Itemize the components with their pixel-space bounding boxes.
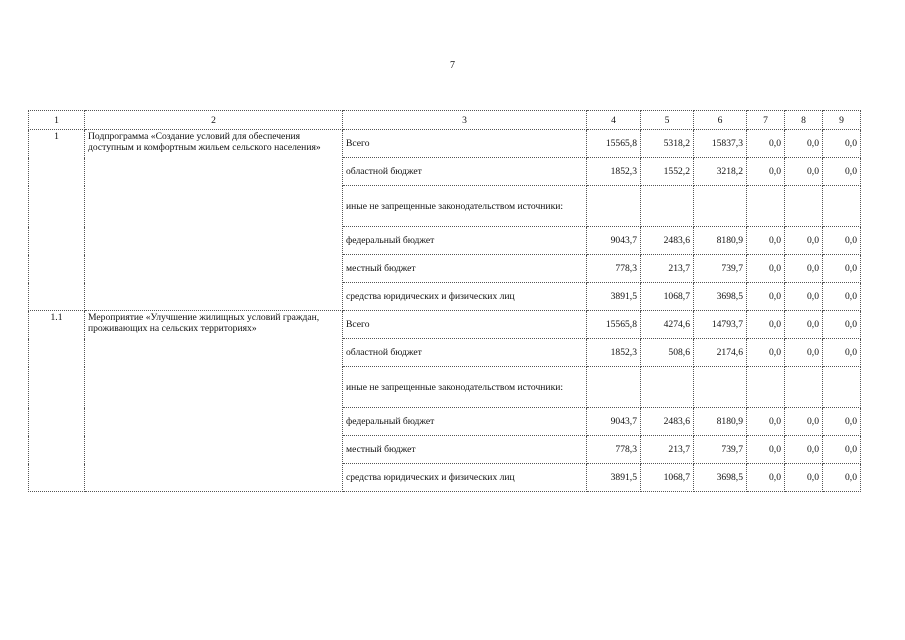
value-col-7: 0,0 [747, 158, 785, 186]
value-col-6: 739,7 [694, 436, 747, 464]
value-col-6: 8180,9 [694, 408, 747, 436]
table-row [29, 311, 861, 339]
value-col-9: 0,0 [823, 255, 861, 283]
value-col-8: 0,0 [785, 158, 823, 186]
value-col-8: 0,0 [785, 339, 823, 367]
value-col-7: 0,0 [747, 311, 785, 339]
funding-source: средства юридических и физических лиц [343, 464, 587, 492]
value-col-7 [747, 186, 785, 227]
value-col-6: 3698,5 [694, 464, 747, 492]
value-col-6: 8180,9 [694, 227, 747, 255]
funding-source: федеральный бюджет [343, 227, 587, 255]
value-col-7 [747, 367, 785, 408]
column-header: 2 [85, 111, 343, 130]
value-col-9: 0,0 [823, 408, 861, 436]
column-header: 7 [747, 111, 785, 130]
row-code: 1 [29, 130, 85, 311]
column-header: 5 [641, 111, 694, 130]
value-col-8: 0,0 [785, 464, 823, 492]
value-col-8: 0,0 [785, 311, 823, 339]
value-col-8: 0,0 [785, 227, 823, 255]
funding-source: областной бюджет [343, 158, 587, 186]
column-header: 1 [29, 111, 85, 130]
value-col-7: 0,0 [747, 408, 785, 436]
value-col-4 [587, 186, 641, 227]
value-col-5: 213,7 [641, 436, 694, 464]
funding-source: Всего [343, 311, 587, 339]
value-col-8: 0,0 [785, 436, 823, 464]
row-code: 1.1 [29, 311, 85, 492]
value-col-8 [785, 367, 823, 408]
funding-source: федеральный бюджет [343, 408, 587, 436]
value-col-7: 0,0 [747, 436, 785, 464]
value-col-6: 739,7 [694, 255, 747, 283]
page-number: 7 [450, 60, 455, 71]
value-col-9: 0,0 [823, 227, 861, 255]
value-col-4: 3891,5 [587, 464, 641, 492]
value-col-5: 213,7 [641, 255, 694, 283]
value-col-8 [785, 186, 823, 227]
column-header: 8 [785, 111, 823, 130]
value-col-4: 3891,5 [587, 283, 641, 311]
value-col-5: 2483,6 [641, 408, 694, 436]
value-col-6: 3218,2 [694, 158, 747, 186]
funding-source: областной бюджет [343, 339, 587, 367]
value-col-4: 9043,7 [587, 227, 641, 255]
value-col-5 [641, 186, 694, 227]
value-col-4: 15565,8 [587, 311, 641, 339]
value-col-6: 2174,6 [694, 339, 747, 367]
value-col-8: 0,0 [785, 255, 823, 283]
value-col-6 [694, 186, 747, 227]
row-name: Мероприятие «Улучшение жилищных условий граждан, проживающих на сельских территориях» [85, 311, 343, 492]
value-col-4: 778,3 [587, 436, 641, 464]
value-col-4: 1852,3 [587, 339, 641, 367]
value-col-4: 1852,3 [587, 158, 641, 186]
value-col-7: 0,0 [747, 227, 785, 255]
value-col-5: 4274,6 [641, 311, 694, 339]
budget-table [28, 110, 861, 492]
value-col-4: 9043,7 [587, 408, 641, 436]
table-row [29, 130, 861, 158]
column-header: 6 [694, 111, 747, 130]
value-col-9 [823, 367, 861, 408]
value-col-7: 0,0 [747, 130, 785, 158]
value-col-8: 0,0 [785, 283, 823, 311]
column-header: 3 [343, 111, 587, 130]
funding-source: иные не запрещенные законодательством источники: [343, 367, 587, 408]
value-col-5: 1068,7 [641, 283, 694, 311]
value-col-6: 3698,5 [694, 283, 747, 311]
table-header-row [29, 111, 861, 130]
funding-source: средства юридических и физических лиц [343, 283, 587, 311]
value-col-5: 5318,2 [641, 130, 694, 158]
value-col-9: 0,0 [823, 311, 861, 339]
value-col-9 [823, 186, 861, 227]
column-header: 4 [587, 111, 641, 130]
value-col-9: 0,0 [823, 339, 861, 367]
value-col-5 [641, 367, 694, 408]
value-col-5: 1068,7 [641, 464, 694, 492]
row-name: Подпрограмма «Создание условий для обеспечения доступным и комфортным жильем сельского населения» [85, 130, 343, 311]
value-col-9: 0,0 [823, 464, 861, 492]
value-col-4: 778,3 [587, 255, 641, 283]
value-col-9: 0,0 [823, 158, 861, 186]
value-col-6 [694, 367, 747, 408]
value-col-4: 15565,8 [587, 130, 641, 158]
value-col-7: 0,0 [747, 464, 785, 492]
funding-source: местный бюджет [343, 436, 587, 464]
funding-source: Всего [343, 130, 587, 158]
funding-source: местный бюджет [343, 255, 587, 283]
value-col-7: 0,0 [747, 339, 785, 367]
value-col-9: 0,0 [823, 436, 861, 464]
value-col-7: 0,0 [747, 283, 785, 311]
value-col-6: 14793,7 [694, 311, 747, 339]
value-col-6: 15837,3 [694, 130, 747, 158]
value-col-9: 0,0 [823, 130, 861, 158]
value-col-5: 508,6 [641, 339, 694, 367]
value-col-9: 0,0 [823, 283, 861, 311]
value-col-5: 1552,2 [641, 158, 694, 186]
value-col-4 [587, 367, 641, 408]
value-col-8: 0,0 [785, 130, 823, 158]
value-col-7: 0,0 [747, 255, 785, 283]
value-col-5: 2483,6 [641, 227, 694, 255]
funding-source: иные не запрещенные законодательством источники: [343, 186, 587, 227]
value-col-8: 0,0 [785, 408, 823, 436]
column-header: 9 [823, 111, 861, 130]
